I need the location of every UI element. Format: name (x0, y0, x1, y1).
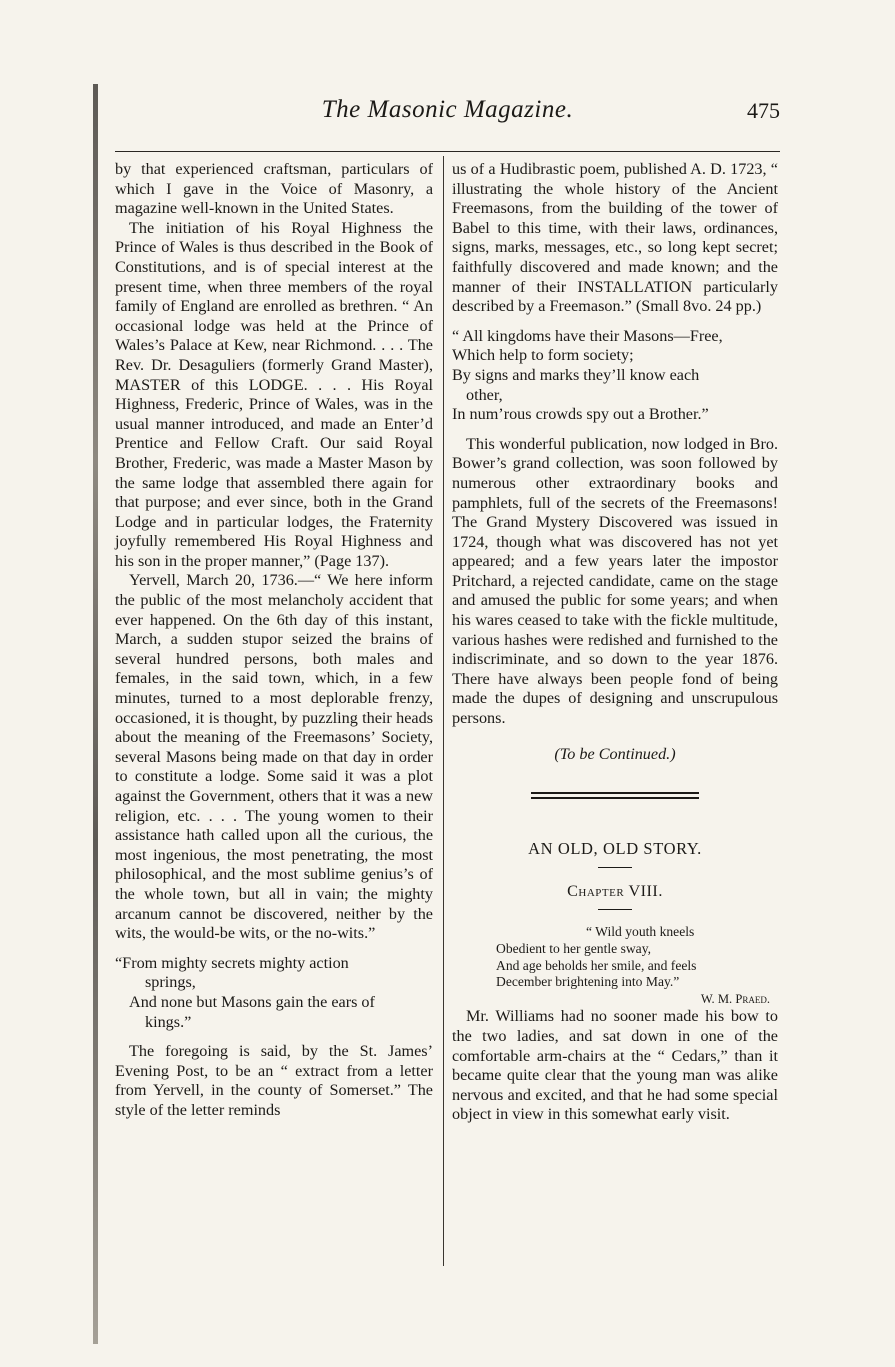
left-column (115, 160, 433, 1121)
paragraph: Yervell, March 20, 1736.—“ We here inform the public of the most melancholy accident that ever happened. On the 6th day of this instant, March, a sudden stupor seized the brains of several hundred persons, both males and females, in the said town, which, in a few minutes, turned to a most deplorable frenzy, occasioned, it is thought, by puzzling their heads about the meaning of the Freemasons’ Society, several Masons being made on that day in order to constitute a lodge. Some said it was a plot against the Government, others that it was a new religion, etc. . . . The young women to their assistance hath called upon all the curious, the most ingenious, the most penetrating, the most philosophical, and the most sublime genius’s of the whole town, but all in vain; the mighty arcanum cannot be discovered, neither by the wits, the would-be wits, or the no-wits.” (115, 571, 433, 943)
verse-line: In num’rous crowds spy out a Brother.” (452, 405, 709, 424)
verse-quote (452, 327, 778, 425)
short-rule (598, 867, 632, 868)
verse-line: “ All kingdoms have their Masons—Free, (452, 326, 723, 345)
verse-line: kings.” (145, 1012, 192, 1031)
verse-line: “From mighty secrets mighty action (115, 953, 349, 972)
epigraph-line: December brightening into May.” (496, 974, 680, 990)
paragraph: us of a Hudibrastic poem, published A. D. 1723, “ illustrating the whole history of the Ancient Freemasons, from the building of the tower of Babel to this time, with their laws, ordinances, signs, marks, messages, etc., so long kept secret; faithfully discovered and made known; and the manner of their INSTALLATION particularly described by a Freemason.” (Small 8vo. 24 pp.) (452, 160, 778, 316)
to-be-continued: (To be Continued.) (554, 744, 676, 763)
header-rule (115, 151, 780, 152)
epigraph (496, 924, 778, 1007)
epigraph-line: And age beholds her smile, and feels (496, 957, 697, 973)
verse-line: By signs and marks they’ll know each (452, 365, 700, 384)
epigraph-attribution: W. M. Praed. (700, 991, 770, 1006)
paragraph: The initiation of his Royal Highness the Prince of Wales is thus described in the Book of Constitutions, and is of special interest at the present time, when three members of the royal family of England are enrolled as brethren. “ An occasional lodge was held at the Prince of Wales’s Palace at Kew, near Richmond. . . . The Rev. Dr. Desaguliers (formerly Grand Master), MASTER of this LODGE. . . . His Royal Highness, Frederic, Prince of Wales, was in the usual manner introduced, and made an Enter’d Prentice and Fellow Craft. Our said Royal Brother, Frederic, was made a Master Mason by the same lodge that assembled there again for that purpose; and ever since, both in the Grand Lodge and in particular lodges, the Fraternity joyfully remembered His Royal Highness and his son in the proper manner,” (Page 137). (115, 218, 433, 570)
epigraph-line: “ Wild youth kneels (586, 924, 695, 940)
chapter-heading: Chapter VIII. (567, 881, 663, 900)
page-number: 475 (747, 98, 780, 123)
story-title: AN OLD, OLD STORY. (528, 839, 702, 859)
column-divider (443, 156, 444, 1266)
verse-quote (115, 954, 433, 1032)
paragraph: The foregoing is said, by the St. James’ Evening Post, to be an “ extract from a letter from Yervell, in the county of Somerset.” The style of the letter reminds (115, 1042, 433, 1119)
epigraph-line: Obedient to her gentle sway, (496, 941, 652, 956)
verse-line: Which help to form society; (452, 346, 634, 365)
magazine-title: The Masonic Magazine. (321, 96, 574, 123)
paragraph: This wonderful publication, now lodged in Bro. Bower’s grand collection, was soon followed by numerous other extraordinary books and pamphlets, full of the secrets of the Freemasons! The Grand Mystery Discovered was issued in 1724, though what was discovered has not yet appeared; and a few years later the impostor Pritchard, a rejected candidate, came on the stage and amused the public for some years; and when his wares ceased to take with the fickle multitude, various hashes were redished and furnished to the indiscriminate, and so down to the year 1876. There have always been people fond of being made the dupes of designing and unscrupulous persons. (452, 434, 778, 728)
section-double-rule (531, 792, 699, 799)
verse-line: springs, (145, 973, 196, 992)
verse-line: And none but Masons gain the ears of (129, 992, 375, 1011)
running-head (115, 96, 780, 136)
right-column (452, 160, 778, 1125)
page-binding-edge (93, 84, 98, 1344)
paragraph: Mr. Williams had no sooner made his bow to the two ladies, and sat down in one of the comfortable arm-chairs at the “ Cedars,” than it became quite clear that the young man was alike nervous and excited, and that he had some special object in view in this somewhat early visit. (452, 1007, 778, 1124)
paragraph: by that experienced craftsman, particulars of which I gave in the Voice of Masonry, a magazine well-known in the United States. (115, 160, 433, 218)
short-rule (598, 909, 632, 910)
verse-line: other, (466, 385, 503, 404)
